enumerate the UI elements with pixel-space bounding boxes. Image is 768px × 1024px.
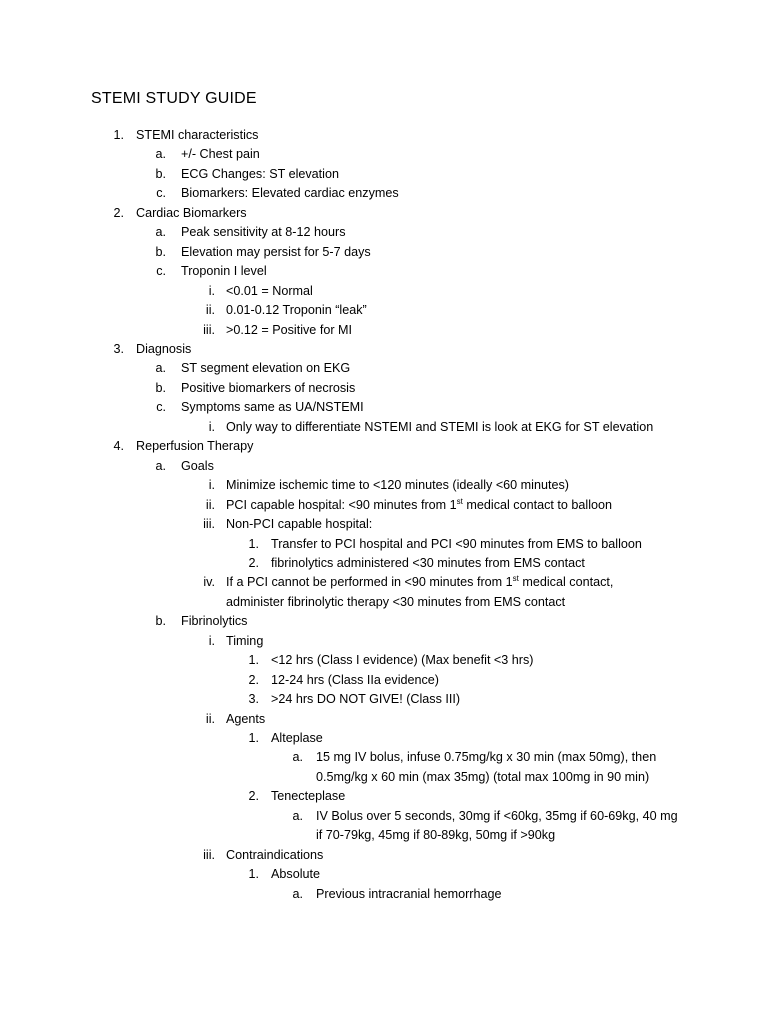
list-item-text — [226, 300, 367, 320]
list-item-text — [226, 417, 653, 437]
list-item-text — [271, 728, 323, 748]
list-item-text — [316, 825, 555, 845]
list-item-text-main: Absolute — [271, 867, 321, 882]
list-item-text — [271, 553, 585, 573]
list-item — [0, 806, 768, 826]
list-item-text — [226, 631, 263, 651]
list-item-text-main: <0.01 = Normal — [226, 283, 313, 298]
list-item-text-main: Non-PCI capable hospital: — [226, 517, 373, 531]
list-item-text — [136, 125, 258, 145]
list-item-text — [181, 378, 355, 398]
list-item-text — [181, 164, 339, 184]
list-item-marker: b. — [155, 614, 166, 629]
list-item — [0, 650, 768, 670]
list-item-marker: c. — [156, 186, 166, 201]
list-item-marker: ii. — [205, 497, 215, 512]
list-item — [0, 845, 768, 865]
list-item — [0, 553, 768, 573]
list-item-text — [226, 845, 323, 865]
list-item — [0, 514, 768, 534]
list-item-text-main: Cardiac Biomarkers — [136, 205, 247, 220]
list-item — [0, 183, 768, 203]
list-item-text — [181, 242, 371, 262]
list-item-marker: 1. — [248, 536, 259, 551]
list-item-text-main: If a PCI cannot be performed in <90 minutes from 1 — [226, 575, 513, 590]
list-item-marker: 1. — [248, 730, 259, 745]
list-item-text-main: Diagnosis — [136, 341, 192, 356]
list-item-marker: 2. — [248, 789, 259, 804]
list-item-text — [226, 709, 265, 729]
list-item — [0, 281, 768, 301]
list-item-text — [271, 534, 642, 554]
list-item-text — [181, 397, 364, 417]
list-item — [0, 436, 768, 456]
list-item-text-continued: medical contact to balloon — [462, 497, 613, 512]
list-item-text — [226, 514, 372, 534]
list-item — [0, 125, 768, 145]
list-item-text — [181, 611, 247, 631]
list-item-text-main: Only way to differentiate NSTEMI and STEMI is look at EKG for ST elevation — [226, 419, 654, 434]
list-item-text — [181, 183, 399, 203]
list-item-text — [181, 456, 214, 476]
list-item-text-continued: medical contact, — [518, 575, 614, 590]
list-item — [0, 144, 768, 164]
list-item — [0, 884, 768, 904]
list-item-marker: 2. — [248, 672, 259, 687]
list-item-marker: a. — [292, 886, 303, 901]
list-item-text-main: Goals — [181, 458, 214, 473]
list-item-text — [271, 786, 345, 806]
list-item-marker: a. — [155, 225, 166, 240]
list-item-text-main: PCI capable hospital: <90 minutes from 1 — [226, 497, 457, 512]
list-item-text — [181, 144, 260, 164]
list-item-text-main: Peak sensitivity at 8-12 hours — [181, 225, 346, 240]
list-item — [0, 300, 768, 320]
list-item — [0, 339, 768, 359]
list-item-text-main: Timing — [226, 633, 264, 648]
list-item-text — [226, 281, 313, 301]
list-item — [0, 242, 768, 262]
list-item-marker: iii. — [203, 322, 215, 337]
list-item-text — [316, 806, 678, 826]
list-item-text — [271, 670, 439, 690]
list-item-text — [226, 495, 612, 515]
list-item-marker: 1. — [113, 128, 124, 142]
list-item — [0, 611, 768, 631]
list-item-text — [226, 592, 565, 612]
list-item-marker: ii. — [205, 303, 215, 317]
list-item-superscript: st — [456, 496, 463, 506]
list-item-text-main: Symptoms same as UA/NSTEMI — [181, 400, 364, 415]
list-item-text — [271, 650, 533, 670]
list-item-marker: 1. — [248, 867, 259, 882]
list-item-text — [316, 767, 649, 787]
list-item — [0, 534, 768, 554]
list-item-text — [181, 358, 350, 378]
list-item — [0, 164, 768, 184]
list-item-text-main: 0.5mg/kg x 60 min (max 35mg) (total max 100mg in 90 min) — [316, 769, 650, 784]
list-item — [0, 456, 768, 476]
list-item-text — [181, 261, 267, 281]
list-item-text — [226, 475, 569, 495]
list-item-text-main: Biomarkers: Elevated cardiac enzymes — [181, 186, 399, 201]
list-item-text-main: Reperfusion Therapy — [136, 439, 254, 454]
list-item — [0, 786, 768, 806]
list-item — [0, 397, 768, 417]
list-item-marker: i. — [208, 633, 215, 648]
list-item-text-main: Positive biomarkers of necrosis — [181, 380, 356, 395]
list-item-text — [316, 884, 502, 904]
list-item-text-main: +/- Chest pain — [181, 147, 260, 162]
list-item-text-main: >24 hrs DO NOT GIVE! (Class III) — [271, 692, 461, 706]
list-item — [0, 222, 768, 242]
list-item-text-main: <12 hrs (Class I evidence) (Max benefit <3 hrs) — [271, 653, 534, 668]
list-item-text-main: Agents — [226, 711, 266, 726]
list-item-text-main: Contraindications — [226, 847, 324, 862]
list-item-text-main: Troponin I level — [181, 264, 267, 279]
list-item — [0, 203, 768, 223]
list-item-text-main: Transfer to PCI hospital and PCI <90 minutes from EMS to balloon — [271, 536, 642, 551]
list-item-text — [181, 222, 346, 242]
list-item — [0, 767, 768, 787]
list-item — [0, 709, 768, 729]
list-item-marker: 4. — [113, 439, 124, 454]
list-item — [0, 572, 768, 592]
list-item-text-main: STEMI characteristics — [136, 128, 259, 142]
list-item-text-main: administer fibrinolytic therapy <30 minutes from EMS contact — [226, 594, 566, 609]
list-item-text-main: ECG Changes: ST elevation — [181, 166, 339, 181]
list-item — [0, 728, 768, 748]
list-item-text — [316, 747, 656, 767]
list-item-marker: iii. — [203, 847, 215, 862]
document-title: STEMI STUDY GUIDE — [91, 90, 257, 107]
list-item-text-main: fibrinolytics administered <30 minutes from EMS contact — [271, 555, 585, 570]
list-item-marker: i. — [208, 419, 215, 434]
list-item-text-main: 12-24 hrs (Class IIa evidence) — [271, 672, 439, 687]
list-item-text-main: Tenecteplase — [271, 789, 346, 804]
list-item-text — [226, 320, 352, 340]
list-item-marker: ii. — [205, 711, 215, 726]
list-item-marker: i. — [208, 478, 215, 493]
list-item-text-main: ST segment elevation on EKG — [181, 361, 351, 376]
list-item-marker: 1. — [248, 653, 259, 668]
list-item-marker: 2. — [248, 555, 259, 570]
list-item-text-main: Minimize ischemic time to <120 minutes (ideally <60 minutes) — [226, 478, 569, 493]
list-item — [0, 417, 768, 437]
list-item-text-main: 15 mg IV bolus, infuse 0.75mg/kg x 30 min (max 50mg), then — [316, 750, 657, 765]
list-item-text-main: Alteplase — [271, 730, 323, 745]
list-item-superscript: st — [512, 574, 519, 584]
list-item-text — [136, 339, 191, 359]
list-item-text — [136, 436, 253, 456]
list-item-text-main: IV Bolus over 5 seconds, 30mg if <60kg, 35mg if 60-69kg, 40 mg — [316, 808, 678, 823]
list-item-marker: c. — [156, 400, 166, 415]
list-item-marker: c. — [156, 264, 166, 279]
list-item — [0, 631, 768, 651]
list-item — [0, 320, 768, 340]
list-item — [0, 475, 768, 495]
list-item-marker: i. — [208, 283, 215, 298]
list-item-marker: a. — [155, 147, 166, 162]
list-item-marker: a. — [292, 808, 303, 823]
list-item-marker: b. — [155, 166, 166, 181]
list-item — [0, 747, 768, 767]
list-item-text — [226, 572, 613, 592]
list-item — [0, 670, 768, 690]
list-item-text-main: 0.01-0.12 Troponin “leak” — [226, 303, 367, 317]
list-item-marker: 3. — [113, 341, 124, 356]
list-item — [0, 358, 768, 378]
list-item — [0, 378, 768, 398]
list-item-text-main: Fibrinolytics — [181, 614, 248, 629]
list-item-text — [271, 864, 320, 884]
list-item-marker: a. — [155, 458, 166, 473]
list-item-text — [136, 203, 247, 223]
list-item — [0, 261, 768, 281]
list-item-marker: 2. — [113, 205, 124, 220]
list-item — [0, 864, 768, 884]
list-item-text-main: if 70-79kg, 45mg if 80-89kg, 50mg if >90kg — [316, 828, 556, 843]
list-item-marker: 3. — [248, 692, 259, 706]
list-item — [0, 495, 768, 515]
list-item-text-main: Elevation may persist for 5-7 days — [181, 244, 371, 259]
list-item — [0, 592, 768, 612]
list-item-marker: a. — [292, 750, 303, 765]
list-item-marker: b. — [155, 380, 166, 395]
list-item-marker: a. — [155, 361, 166, 376]
list-item-text-main: Previous intracranial hemorrhage — [316, 886, 502, 901]
list-item — [0, 689, 768, 709]
list-item-marker: iii. — [203, 517, 215, 531]
list-item-marker: iv. — [203, 575, 215, 590]
list-item — [0, 825, 768, 845]
list-item-text-main: >0.12 = Positive for MI — [226, 322, 352, 337]
list-item-text — [271, 689, 460, 709]
list-item-marker: b. — [155, 244, 166, 259]
